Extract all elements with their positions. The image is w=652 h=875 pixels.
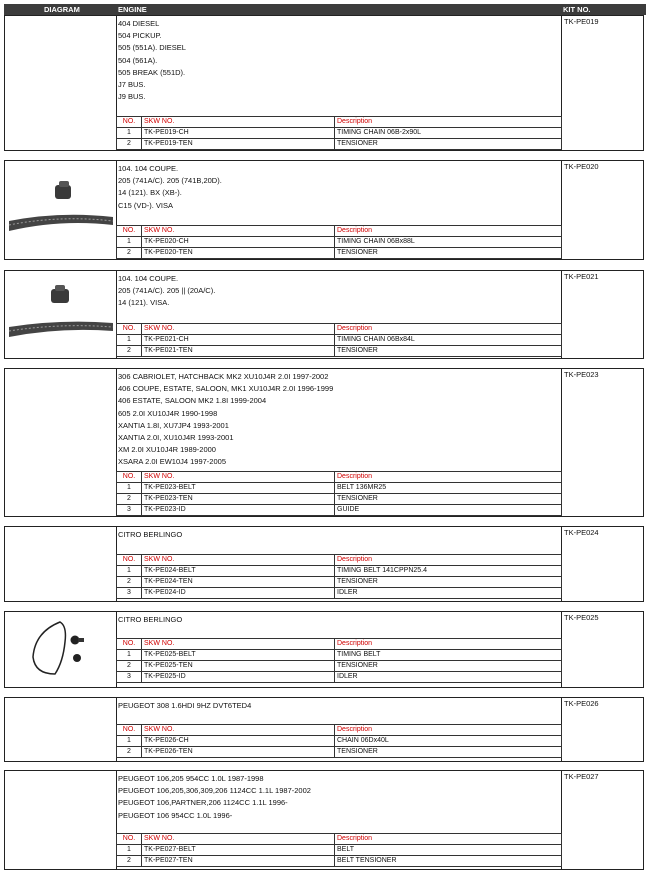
- row-description: TENSIONER: [335, 248, 562, 259]
- table-row: [117, 747, 562, 758]
- row-description: IDLER: [335, 588, 562, 599]
- engine-line: 205 (741A/C). 205 || (20A/C).: [118, 286, 216, 296]
- row-no: 1: [117, 650, 142, 661]
- row-no: 1: [117, 736, 142, 747]
- belt-image: [33, 622, 65, 674]
- engine-list: [118, 773, 558, 822]
- diagram-cell: [5, 612, 117, 687]
- no-header: NO.: [117, 555, 142, 566]
- engine-list: [118, 18, 558, 103]
- kit-cell: [561, 612, 646, 687]
- sku-header: SKW NO.: [142, 725, 335, 736]
- engine-line: 404 DIESEL: [118, 19, 160, 28]
- kit-cell: [561, 527, 646, 601]
- engine-list: [118, 371, 558, 469]
- kit-number: TK-PE027: [564, 772, 599, 781]
- table-row: [117, 139, 562, 150]
- kit-number: TK-PE020: [564, 162, 599, 171]
- engine-line: C15 (VD-). VISA: [118, 200, 174, 210]
- engine-line: CITRO BERLINGO: [118, 530, 183, 539]
- table-row: [117, 672, 562, 683]
- row-no: 3: [117, 505, 142, 516]
- row-sku: TK-PE020-TEN: [142, 248, 335, 259]
- row-no: 2: [117, 346, 142, 357]
- table-row: [117, 335, 562, 346]
- row-description: GUIDE: [335, 505, 562, 516]
- row-description: TENSIONER: [335, 139, 562, 150]
- row-description: BELT 136MR25: [335, 483, 562, 494]
- row-sku: TK-PE023-ID: [142, 505, 335, 516]
- tensioner-tip: [59, 181, 69, 187]
- kit-block-pe027: [4, 770, 644, 870]
- row-no: 2: [117, 661, 142, 672]
- description-header: Description: [335, 639, 562, 650]
- engine-line: CITRO BERLINGO: [118, 615, 183, 624]
- table-row: [117, 736, 562, 747]
- diagram-cell: [5, 527, 117, 601]
- kit-block-pe021: [4, 270, 644, 359]
- row-no: 2: [117, 577, 142, 588]
- row-description: TIMING BELT 141CPPN25.4: [335, 566, 562, 577]
- kit-block-pe024: [4, 526, 644, 602]
- engine-line: 205 (741A/C). 205 (741B,20D).: [118, 176, 222, 186]
- row-no: 2: [117, 139, 142, 150]
- parts-table: [116, 833, 562, 867]
- row-no: 3: [117, 672, 142, 683]
- chain-image: [9, 322, 113, 337]
- row-sku: TK-PE025-BELT: [142, 650, 335, 661]
- table-row: [117, 566, 562, 577]
- kit-block-pe020: [4, 160, 644, 260]
- engine-line: PEUGEOT 308 1.6HDI 9HZ DVT6TED4: [118, 701, 252, 710]
- row-sku: TK-PE024-ID: [142, 588, 335, 599]
- row-sku: TK-PE025-ID: [142, 672, 335, 683]
- row-sku: TK-PE019-CH: [142, 128, 335, 139]
- chain-image: [9, 215, 113, 231]
- timing-chain-diagram: [5, 161, 115, 259]
- row-description: TENSIONER: [335, 747, 562, 758]
- row-description: TIMING CHAIN 06Bx88L: [335, 237, 562, 248]
- row-no: 1: [117, 483, 142, 494]
- table-row: [117, 494, 562, 505]
- sku-header: SKW NO.: [142, 324, 335, 335]
- row-no: 1: [117, 566, 142, 577]
- engine-line: J7 BUS.: [118, 79, 146, 89]
- parts-table: [116, 116, 562, 150]
- row-sku: TK-PE026-TEN: [142, 747, 335, 758]
- timing-belt-diagram: [5, 612, 115, 687]
- diagram-cell: [5, 369, 117, 516]
- engine-line: 104. 104 COUPE.: [118, 274, 179, 283]
- no-header: NO.: [117, 117, 142, 128]
- engine-line: 605 2.0I XU10J4R 1990-1998: [118, 408, 218, 418]
- engine-list: [118, 700, 558, 712]
- kit-number: TK-PE023: [564, 370, 599, 379]
- row-no: 2: [117, 248, 142, 259]
- engine-line: J9 BUS.: [118, 92, 146, 102]
- row-description: TENSIONER: [335, 494, 562, 505]
- engine-list: [118, 273, 558, 310]
- row-description: TENSIONER: [335, 346, 562, 357]
- engine-line: 14 (121). BX (XB-).: [118, 188, 182, 198]
- row-sku: TK-PE023-TEN: [142, 494, 335, 505]
- table-row: [117, 248, 562, 259]
- table-row: [117, 661, 562, 672]
- engine-line: PEUGEOT 106,PARTNER,206 1124CC 1.1L 1996-: [118, 798, 288, 808]
- row-no: 2: [117, 747, 142, 758]
- row-sku: TK-PE026-CH: [142, 736, 335, 747]
- row-description: TIMING BELT: [335, 650, 562, 661]
- description-header: Description: [335, 117, 562, 128]
- engine-list: [118, 529, 558, 541]
- engine-line: XSARA 2.0I EW10J4 1997-2005: [118, 457, 226, 467]
- engine-line: 406 COUPE, ESTATE, SALOON, MK1 XU10J4R 2.0I 1996-1999: [118, 384, 334, 394]
- no-header: NO.: [117, 834, 142, 845]
- row-description: TENSIONER: [335, 577, 562, 588]
- engine-line: PEUGEOT 106,205,306,309,206 1124CC 1.1L 1987-2002: [118, 786, 311, 796]
- no-header: NO.: [117, 725, 142, 736]
- kit-cell: [561, 16, 646, 150]
- diagram-cell: [5, 271, 117, 358]
- kit-number: TK-PE019: [564, 17, 599, 26]
- no-header: NO.: [117, 639, 142, 650]
- sku-header: SKW NO.: [142, 834, 335, 845]
- row-sku: TK-PE019-TEN: [142, 139, 335, 150]
- parts-table: [116, 638, 562, 683]
- engine-line: XM 2.0I XU10J4R 1989-2000: [118, 445, 216, 455]
- engine-line: 104. 104 COUPE.: [118, 164, 179, 173]
- parts-table: [116, 471, 562, 516]
- engine-line: 505 (551A). DIESEL: [118, 43, 186, 53]
- diagram-cell: [5, 16, 117, 150]
- kit-number: TK-PE021: [564, 272, 599, 281]
- parts-table: [116, 554, 562, 599]
- tensioner-image: [51, 289, 69, 303]
- idler-pulley-icon: [73, 654, 81, 662]
- no-header: NO.: [117, 226, 142, 237]
- diagram-cell: [5, 161, 117, 259]
- row-no: 1: [117, 128, 142, 139]
- engine-list: [118, 614, 558, 626]
- row-no: 1: [117, 335, 142, 346]
- kit-block-pe026: [4, 697, 644, 762]
- description-header: Description: [335, 226, 562, 237]
- row-description: IDLER: [335, 672, 562, 683]
- row-no: 1: [117, 845, 142, 856]
- table-row: [117, 856, 562, 867]
- engine-line: XANTIA 1.8I, XU7JP4 1993-2001: [118, 420, 229, 430]
- diagram-cell: [5, 771, 117, 869]
- row-sku: TK-PE021-CH: [142, 335, 335, 346]
- row-sku: TK-PE024-BELT: [142, 566, 335, 577]
- table-row: [117, 650, 562, 661]
- row-sku: TK-PE025-TEN: [142, 661, 335, 672]
- parts-table: [116, 323, 562, 357]
- tensioner-bracket: [78, 638, 84, 642]
- engine-column-header: ENGINE: [118, 5, 147, 14]
- parts-table: [116, 724, 562, 758]
- kit-block-pe025: [4, 611, 644, 688]
- parts-table: [116, 225, 562, 259]
- description-header: Description: [335, 472, 562, 483]
- row-description: BELT TENSIONER: [335, 856, 562, 867]
- engine-line: PEUGEOT 106 954CC 1.0L 1996-: [118, 810, 233, 820]
- kit-number: TK-PE024: [564, 528, 599, 537]
- kit-block-pe023: [4, 368, 644, 517]
- table-row: [117, 483, 562, 494]
- sku-header: SKW NO.: [142, 117, 335, 128]
- sku-header: SKW NO.: [142, 555, 335, 566]
- engine-line: XANTIA 2.0I, XU10J4R 1993-2001: [118, 432, 234, 442]
- diagram-cell: [5, 698, 117, 761]
- timing-chain-diagram: [5, 271, 115, 358]
- row-no: 3: [117, 588, 142, 599]
- kit-no-column-header: KIT NO.: [563, 5, 591, 14]
- no-header: NO.: [117, 324, 142, 335]
- table-row: [117, 577, 562, 588]
- kit-number: TK-PE025: [564, 613, 599, 622]
- row-sku: TK-PE023-BELT: [142, 483, 335, 494]
- row-no: 1: [117, 237, 142, 248]
- tensioner-tip: [55, 285, 65, 291]
- kit-cell: [561, 369, 646, 516]
- engine-line: 504 PICKUP.: [118, 31, 162, 41]
- table-row: [117, 128, 562, 139]
- row-sku: TK-PE027-TEN: [142, 856, 335, 867]
- kit-cell: [561, 771, 646, 869]
- engine-line: 306 CABRIOLET, HATCHBACK MK2 XU10J4R 2.0I 1997-2002: [118, 372, 329, 381]
- row-description: TIMING CHAIN 06Bx84L: [335, 335, 562, 346]
- no-header: NO.: [117, 472, 142, 483]
- row-sku: TK-PE024-TEN: [142, 577, 335, 588]
- description-header: Description: [335, 834, 562, 845]
- row-description: TENSIONER: [335, 661, 562, 672]
- engine-line: 406 ESTATE, SALOON MK2 1.8I 1999-2004: [118, 396, 267, 406]
- engine-line: 14 (121). VISA.: [118, 298, 170, 308]
- sku-header: SKW NO.: [142, 226, 335, 237]
- kit-cell: [561, 271, 646, 358]
- row-sku: TK-PE021-TEN: [142, 346, 335, 357]
- tensioner-image: [55, 185, 71, 199]
- engine-list: [118, 163, 558, 212]
- kit-number: TK-PE026: [564, 699, 599, 708]
- row-sku: TK-PE027-BELT: [142, 845, 335, 856]
- description-header: Description: [335, 324, 562, 335]
- table-header: [4, 4, 646, 15]
- kit-block-pe019: [4, 15, 644, 151]
- sku-header: SKW NO.: [142, 639, 335, 650]
- kit-cell: [561, 698, 646, 761]
- table-row: [117, 588, 562, 599]
- sku-header: SKW NO.: [142, 472, 335, 483]
- row-description: CHAIN 06Dx40L: [335, 736, 562, 747]
- row-description: TIMING CHAIN 06B-2x90L: [335, 128, 562, 139]
- row-sku: TK-PE020-CH: [142, 237, 335, 248]
- row-no: 2: [117, 856, 142, 867]
- table-row: [117, 346, 562, 357]
- engine-line: PEUGEOT 106,205 954CC 1.0L 1987-1998: [118, 774, 264, 783]
- engine-line: 505 BREAK (551D).: [118, 67, 186, 77]
- table-row: [117, 505, 562, 516]
- table-row: [117, 845, 562, 856]
- kit-cell: [561, 161, 646, 259]
- row-no: 2: [117, 494, 142, 505]
- diagram-column-header: DIAGRAM: [44, 5, 80, 14]
- table-row: [117, 237, 562, 248]
- description-header: Description: [335, 555, 562, 566]
- description-header: Description: [335, 725, 562, 736]
- engine-line: 504 (561A).: [118, 55, 158, 65]
- row-description: BELT: [335, 845, 562, 856]
